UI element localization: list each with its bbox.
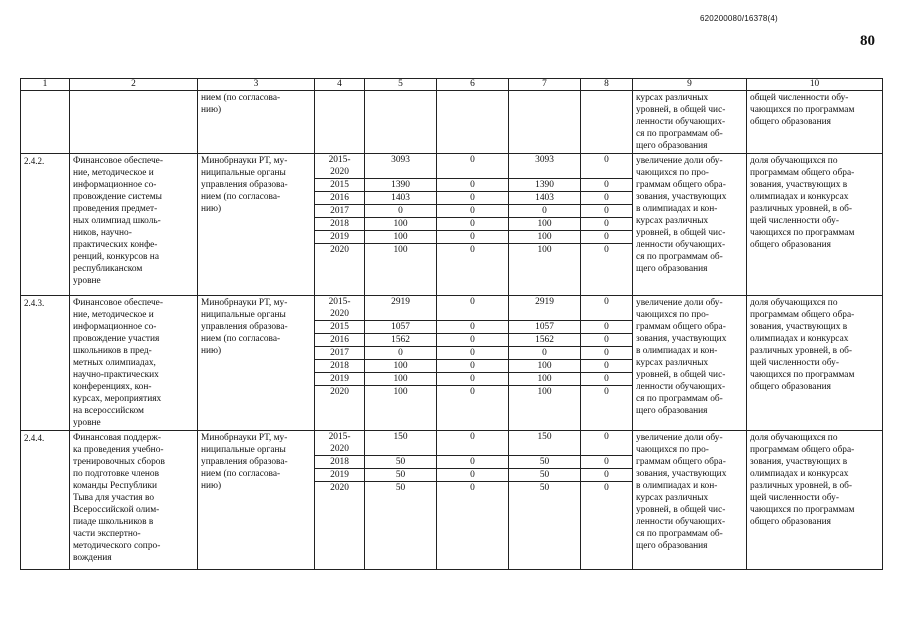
amount-value: 0 <box>581 469 632 482</box>
amount-value: 0 <box>437 179 508 192</box>
amount-value: 0 <box>604 297 609 307</box>
amount-value: 150 <box>393 432 408 442</box>
header-cell: 7 <box>509 79 581 91</box>
amount-value: 0 <box>581 456 632 469</box>
amount-value: 2919 <box>535 297 554 307</box>
years-column <box>315 431 365 570</box>
amount-value: 2919 <box>391 297 410 307</box>
amount-value: 50 <box>365 469 436 482</box>
measure-name: Финансовое обеспече- ние, методическое и информационное со- провождение системы проведения предмет- ных олимпиад школь- ников, научно- практических конфе- ренций, конкурсов на республиканском уровне <box>70 154 198 296</box>
amount-value: 150 <box>537 432 552 442</box>
amount-value: 0 <box>437 386 508 399</box>
amount-value: 0 <box>470 432 475 442</box>
amount-value: 100 <box>509 231 580 244</box>
amount-value: 0 <box>581 321 632 334</box>
federal-budget-column <box>437 296 509 431</box>
amount-value: 0 <box>437 205 508 218</box>
year-value: 2020 <box>315 244 364 257</box>
cont-republic-cell <box>509 91 581 154</box>
header-cell: 8 <box>581 79 633 91</box>
page-number: 80 <box>860 33 875 49</box>
year-value: 2020 <box>315 386 364 399</box>
amount-value: 0 <box>470 297 475 307</box>
amount-value: 1390 <box>365 179 436 192</box>
program-table <box>20 78 883 570</box>
target-indicator: доля обучающихся по программам общего обра- зования, участвующих в олимпиадах и конкурсах различных уровней, в об- щей численности обу- чающихся по программам общего образования <box>747 296 883 431</box>
amount-value: 0 <box>509 347 580 360</box>
total-amount-column <box>365 431 437 570</box>
amount-value: 0 <box>509 205 580 218</box>
amount-value: 1390 <box>509 179 580 192</box>
amount-value: 1562 <box>509 334 580 347</box>
amount-value: 0 <box>581 179 632 192</box>
amount-value: 100 <box>509 386 580 399</box>
amount-value: 1057 <box>509 321 580 334</box>
federal-budget-column <box>437 154 509 296</box>
expected-result: увеличение доли обу- чающихся по про- граммам общего обра- зования, участвующих в олимпиадах и кон- курсах различных уровней, в общей чис- ленности обучающих- ся по программам об- щего образования <box>633 296 747 431</box>
year-value: 2019 <box>315 373 364 386</box>
amount-value: 0 <box>437 218 508 231</box>
cont-name-cell <box>70 91 198 154</box>
expected-result: увеличение доли обу- чающихся по про- граммам общего обра- зования, участвующих в олимпиадах и кон- курсах различных уровней, в общей чис- ленности обучающих- ся по программам об- щего образования <box>633 154 747 296</box>
table-row <box>21 154 883 296</box>
amount-value: 0 <box>581 373 632 386</box>
amount-value: 3093 <box>391 155 410 165</box>
municipal-budget-column <box>581 154 633 296</box>
cont-total-cell <box>365 91 437 154</box>
amount-value: 0 <box>437 334 508 347</box>
year-value: 2015 <box>315 179 364 192</box>
cont-result-cell: курсах различных уровней, в общей чис- ленности обучающих- ся по программам об- щего образования <box>633 91 747 154</box>
republic-budget-column <box>509 296 581 431</box>
federal-budget-column <box>437 431 509 570</box>
header-cell: 10 <box>747 79 883 91</box>
year-value: 2019 <box>315 231 364 244</box>
cont-year-cell <box>315 91 365 154</box>
year-value: 2016 <box>315 334 364 347</box>
amount-value: 100 <box>509 218 580 231</box>
year-value: 2019 <box>315 469 364 482</box>
cont-code-cell <box>21 91 70 154</box>
amount-value: 1403 <box>509 192 580 205</box>
amount-value: 100 <box>509 244 580 257</box>
header-cell: 4 <box>315 79 365 91</box>
amount-value: 0 <box>581 482 632 495</box>
header-cell: 1 <box>21 79 70 91</box>
table-row <box>21 296 883 431</box>
years-column <box>315 296 365 431</box>
amount-value: 0 <box>365 347 436 360</box>
amount-value: 1057 <box>365 321 436 334</box>
target-indicator: доля обучающихся по программам общего обра- зования, участвующих в олимпиадах и конкурсах различных уровней, в об- щей численности обу- чающихся по программам общего образования <box>747 431 883 570</box>
amount-value: 0 <box>581 334 632 347</box>
amount-value: 0 <box>581 231 632 244</box>
amount-value: 0 <box>470 155 475 165</box>
amount-value: 100 <box>509 373 580 386</box>
amount-value: 0 <box>437 373 508 386</box>
amount-value: 1403 <box>365 192 436 205</box>
table-row <box>21 431 883 570</box>
header-cell: 9 <box>633 79 747 91</box>
year-value: 2017 <box>315 347 364 360</box>
amount-value: 100 <box>365 231 436 244</box>
amount-value: 0 <box>581 218 632 231</box>
amount-value: 50 <box>509 482 580 495</box>
amount-value: 0 <box>604 155 609 165</box>
document-id: 620200080/16378(4) <box>700 14 778 23</box>
amount-value: 100 <box>365 218 436 231</box>
header-row <box>21 79 883 91</box>
amount-value: 50 <box>365 456 436 469</box>
amount-value: 100 <box>365 373 436 386</box>
expected-result: увеличение доли обу- чающихся по про- граммам общего обра- зования, участвующих в олимпиадах и кон- курсах различных уровней, в общей чис- ленности обучающих- ся по программам об- щего образования <box>633 431 747 570</box>
year-value: 2018 <box>315 218 364 231</box>
year-value: 2016 <box>315 192 364 205</box>
amount-value: 0 <box>604 432 609 442</box>
year-value: 2015- 2020 <box>328 155 351 177</box>
amount-value: 50 <box>509 456 580 469</box>
header-cell: 2 <box>70 79 198 91</box>
row-code: 2.4.4. <box>21 431 70 570</box>
year-value: 2018 <box>315 456 364 469</box>
amount-value: 100 <box>365 244 436 257</box>
executor: Минобрнауки РТ, му- ниципальные органы управления образова- нием (по согласова- нию) <box>198 296 315 431</box>
measure-name: Финансовое обеспече- ние, методическое и информационное со- провождение участия школьников в пред- метных олимпиадах, научно-практических конференциях, кон- курсах, мероприятиях на всероссийском уровне <box>70 296 198 431</box>
amount-value: 0 <box>437 192 508 205</box>
amount-value: 0 <box>365 205 436 218</box>
amount-value: 0 <box>581 192 632 205</box>
amount-value: 0 <box>581 205 632 218</box>
row-code: 2.4.3. <box>21 296 70 431</box>
amount-value: 0 <box>437 244 508 257</box>
continuation-row <box>21 91 883 154</box>
amount-value: 0 <box>581 347 632 360</box>
amount-value: 50 <box>365 482 436 495</box>
executor: Минобрнауки РТ, му- ниципальные органы управления образова- нием (по согласова- нию) <box>198 431 315 570</box>
year-value: 2018 <box>315 360 364 373</box>
amount-value: 0 <box>581 360 632 373</box>
cont-executor-cell: нием (по согласова- нию) <box>198 91 315 154</box>
amount-value: 3093 <box>535 155 554 165</box>
amount-value: 0 <box>437 321 508 334</box>
amount-value: 0 <box>581 386 632 399</box>
amount-value: 1562 <box>365 334 436 347</box>
executor: Минобрнауки РТ, му- ниципальные органы управления образова- нием (по согласова- нию) <box>198 154 315 296</box>
year-value: 2015- 2020 <box>328 432 351 454</box>
year-value: 2015- 2020 <box>328 297 351 319</box>
amount-value: 0 <box>437 231 508 244</box>
amount-value: 0 <box>437 456 508 469</box>
row-code: 2.4.2. <box>21 154 70 296</box>
year-value: 2020 <box>315 482 364 495</box>
municipal-budget-column <box>581 296 633 431</box>
header-cell: 3 <box>198 79 315 91</box>
total-amount-column <box>365 296 437 431</box>
amount-value: 100 <box>509 360 580 373</box>
cont-federal-cell <box>437 91 509 154</box>
amount-value: 100 <box>365 360 436 373</box>
year-value: 2017 <box>315 205 364 218</box>
target-indicator: доля обучающихся по программам общего обра- зования, участвующих в олимпиадах и конкурсах различных уровней, в об- щей численности обу- чающихся по программам общего образования <box>747 154 883 296</box>
cont-indicator-cell: общей численности обу- чающихся по программам общего образования <box>747 91 883 154</box>
amount-value: 100 <box>365 386 436 399</box>
total-amount-column <box>365 154 437 296</box>
amount-value: 0 <box>437 469 508 482</box>
republic-budget-column <box>509 431 581 570</box>
header-cell: 5 <box>365 79 437 91</box>
republic-budget-column <box>509 154 581 296</box>
amount-value: 0 <box>581 244 632 257</box>
amount-value: 50 <box>509 469 580 482</box>
amount-value: 0 <box>437 482 508 495</box>
cont-municipal-cell <box>581 91 633 154</box>
measure-name: Финансовая поддерж- ка проведения учебно- тренировочных сборов по подготовке членов команды Республики Тыва для участия во Всероссийской олим- пиаде школьников в части экспертно- методического сопро- вождения <box>70 431 198 570</box>
year-value: 2015 <box>315 321 364 334</box>
amount-value: 0 <box>437 360 508 373</box>
header-cell: 6 <box>437 79 509 91</box>
municipal-budget-column <box>581 431 633 570</box>
years-column <box>315 154 365 296</box>
amount-value: 0 <box>437 347 508 360</box>
